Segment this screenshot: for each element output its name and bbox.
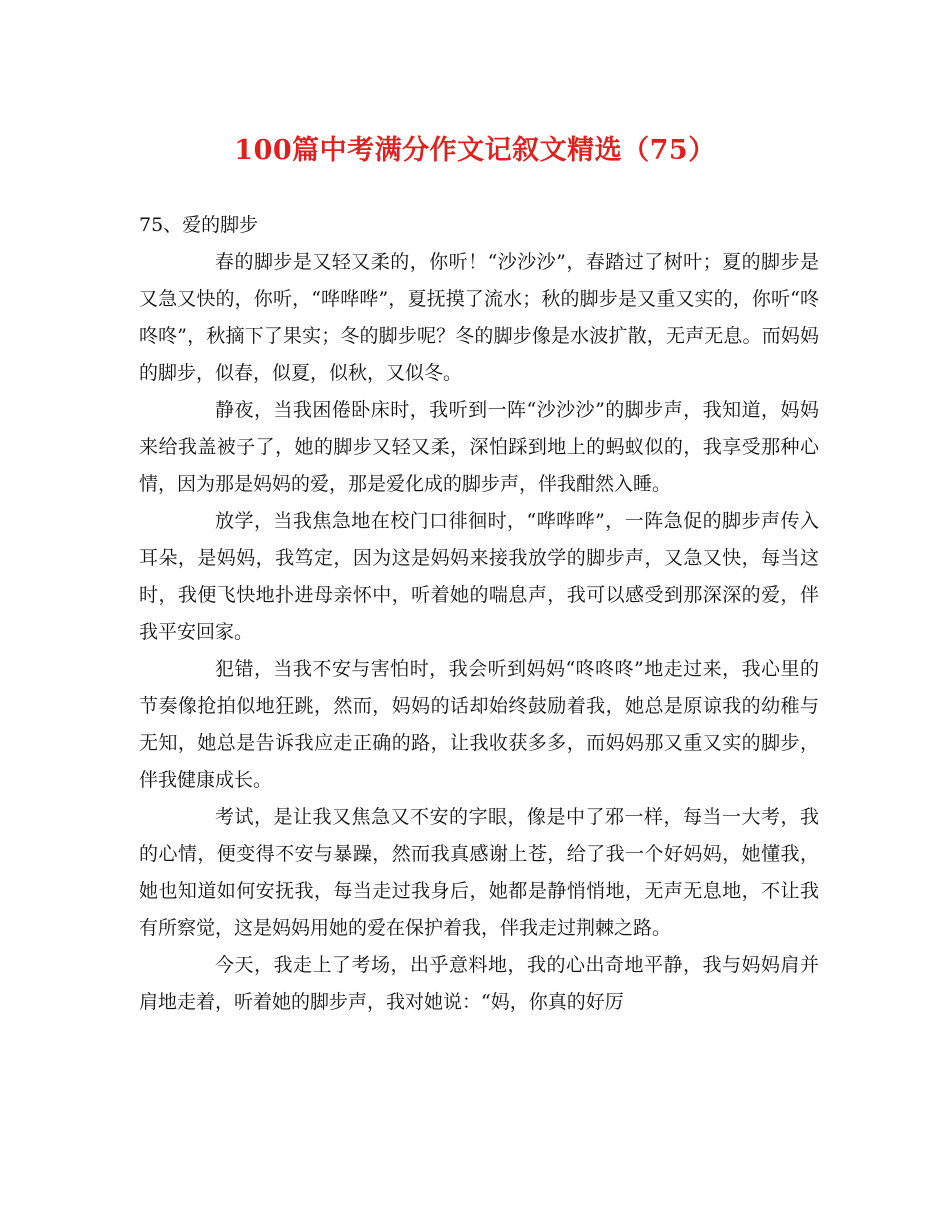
paragraph-1: 春的脚步是又轻又柔的，你听！“沙沙沙”，春踏过了树叶；夏的脚步是又急又快的，你听，“哗哗哗”，夏抚摸了流水；秋的脚步是又重又实的，你听“咚咚咚”，秋摘下了果实；冬的脚步呢？冬的脚步像是水波扩散，无声无息。而妈妈的脚步，似春，似夏，似秋，又似冬。	[139, 251, 819, 384]
document-title: 100篇中考满分作文记叙文精选（75）	[234, 135, 716, 166]
paragraph-4: 犯错，当我不安与害怕时，我会听到妈妈“咚咚咚”地走过来，我心里的节奏像抢拍似地狂跳，然而，妈妈的话却始终鼓励着我，她总是原谅我的幼稚与无知，她总是告诉我应走正确的路，让我收获多多，而妈妈那又重又实的脚步，伴我健康成长。	[139, 658, 819, 791]
paragraph-6: 今天，我走上了考场，出乎意料地，我的心出奇地平静，我与妈妈肩并肩地走着，听着她的脚步声，我对她说：“妈，你真的好厉	[139, 954, 819, 1013]
document-body	[139, 207, 819, 1021]
paragraph-2: 静夜，当我困倦卧床时，我听到一阵“沙沙沙”的脚步声，我知道，妈妈来给我盖被子了，她的脚步又轻又柔，深怕踩到地上的蚂蚁似的，我享受那种心情，因为那是妈妈的爱，那是爱化成的脚步声，伴我酣然入睡。	[139, 399, 819, 495]
paragraph-5: 考试，是让我又焦急又不安的字眼，像是中了邪一样，每当一大考，我的心情，便变得不安与暴躁，然而我真感谢上苍，给了我一个好妈妈，她懂我，她也知道如何安抚我，每当走过我身后，她都是静悄悄地，无声无息地，不让我有所察觉，这是妈妈用她的爱在保护着我，伴我走过荆棘之路。	[139, 806, 819, 939]
paragraph-3: 放学，当我焦急地在校门口徘徊时，“哗哗哗”，一阵急促的脚步声传入耳朵，是妈妈，我笃定，因为这是妈妈来接我放学的脚步声，又急又快，每当这时，我便飞快地扑进母亲怀中，听着她的喘息声，我可以感受到那深深的爱，伴我平安回家。	[139, 510, 819, 643]
essay-subtitle: 75、爱的脚步	[139, 214, 259, 236]
